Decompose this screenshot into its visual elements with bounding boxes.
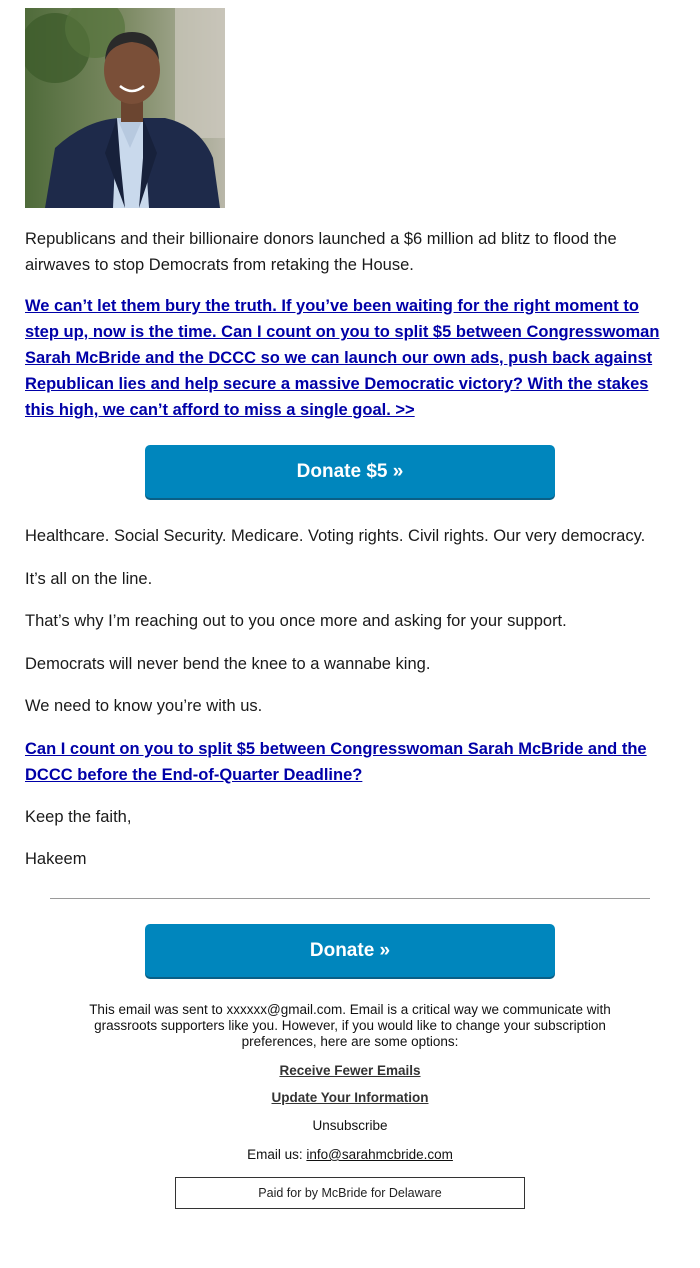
- unsubscribe-link[interactable]: Unsubscribe: [312, 1118, 388, 1133]
- deadline-donate-link[interactable]: Can I count on you to split $5 between Congresswoman Sarah McBride and the DCCC before the End-of-Quarter Deadline?: [25, 740, 647, 784]
- fewer-emails-row: [60, 1063, 640, 1079]
- on-the-line-paragraph: It’s all on the line.: [25, 570, 153, 588]
- footer-notice: This email was sent to xxxxxx@gmail.com. Email is a critical way we communicate with grassroots supporters like you. However, if you would like to change your subscription preferences, here are some options:: [89, 1002, 611, 1049]
- signature: Hakeem: [25, 850, 87, 868]
- update-info-row: [60, 1090, 640, 1106]
- unsubscribe-row: [60, 1118, 640, 1134]
- contact-email-link[interactable]: info@sarahmcbride.com: [306, 1147, 453, 1162]
- donate-button[interactable]: Donate »: [145, 924, 555, 977]
- signoff: Keep the faith,: [25, 808, 132, 826]
- with-us-paragraph: We need to know you’re with us.: [25, 697, 263, 715]
- receive-fewer-emails-link[interactable]: Receive Fewer Emails: [279, 1063, 421, 1078]
- intro-donate-link[interactable]: We can’t let them bury the truth. If you’ve been waiting for the right moment to step up, now is the time. Can I count on you to split $5 between Congresswoman Sarah McBride and the DCCC so we can launch our own ads, push back against Republican lies and help secure a massive Democratic victory? With the stakes this high, we can’t afford to miss a single goal. >>: [25, 297, 660, 419]
- sender-photo: [25, 8, 225, 208]
- intro-paragraph: Republicans and their billionaire donors launched a $6 million ad blitz to flood the airwaves to stop Democrats from retaking the House.: [25, 230, 617, 274]
- deadline-cta-paragraph: [25, 736, 675, 788]
- democrats-paragraph: Democrats will never bend the knee to a wannabe king.: [25, 655, 431, 673]
- update-information-link[interactable]: Update Your Information: [271, 1090, 429, 1105]
- paid-for-disclaimer: Paid for by McBride for Delaware: [175, 1177, 525, 1209]
- support-paragraph: That’s why I’m reaching out to you once more and asking for your support.: [25, 612, 567, 630]
- issues-paragraph: Healthcare. Social Security. Medicare. Voting rights. Civil rights. Our very democracy.: [25, 527, 646, 545]
- email-us-row: [60, 1147, 640, 1163]
- donate-5-button[interactable]: Donate $5 »: [145, 445, 555, 498]
- divider: [50, 898, 650, 899]
- intro-cta-paragraph: [25, 293, 675, 423]
- email-us-label: Email us:: [247, 1147, 303, 1162]
